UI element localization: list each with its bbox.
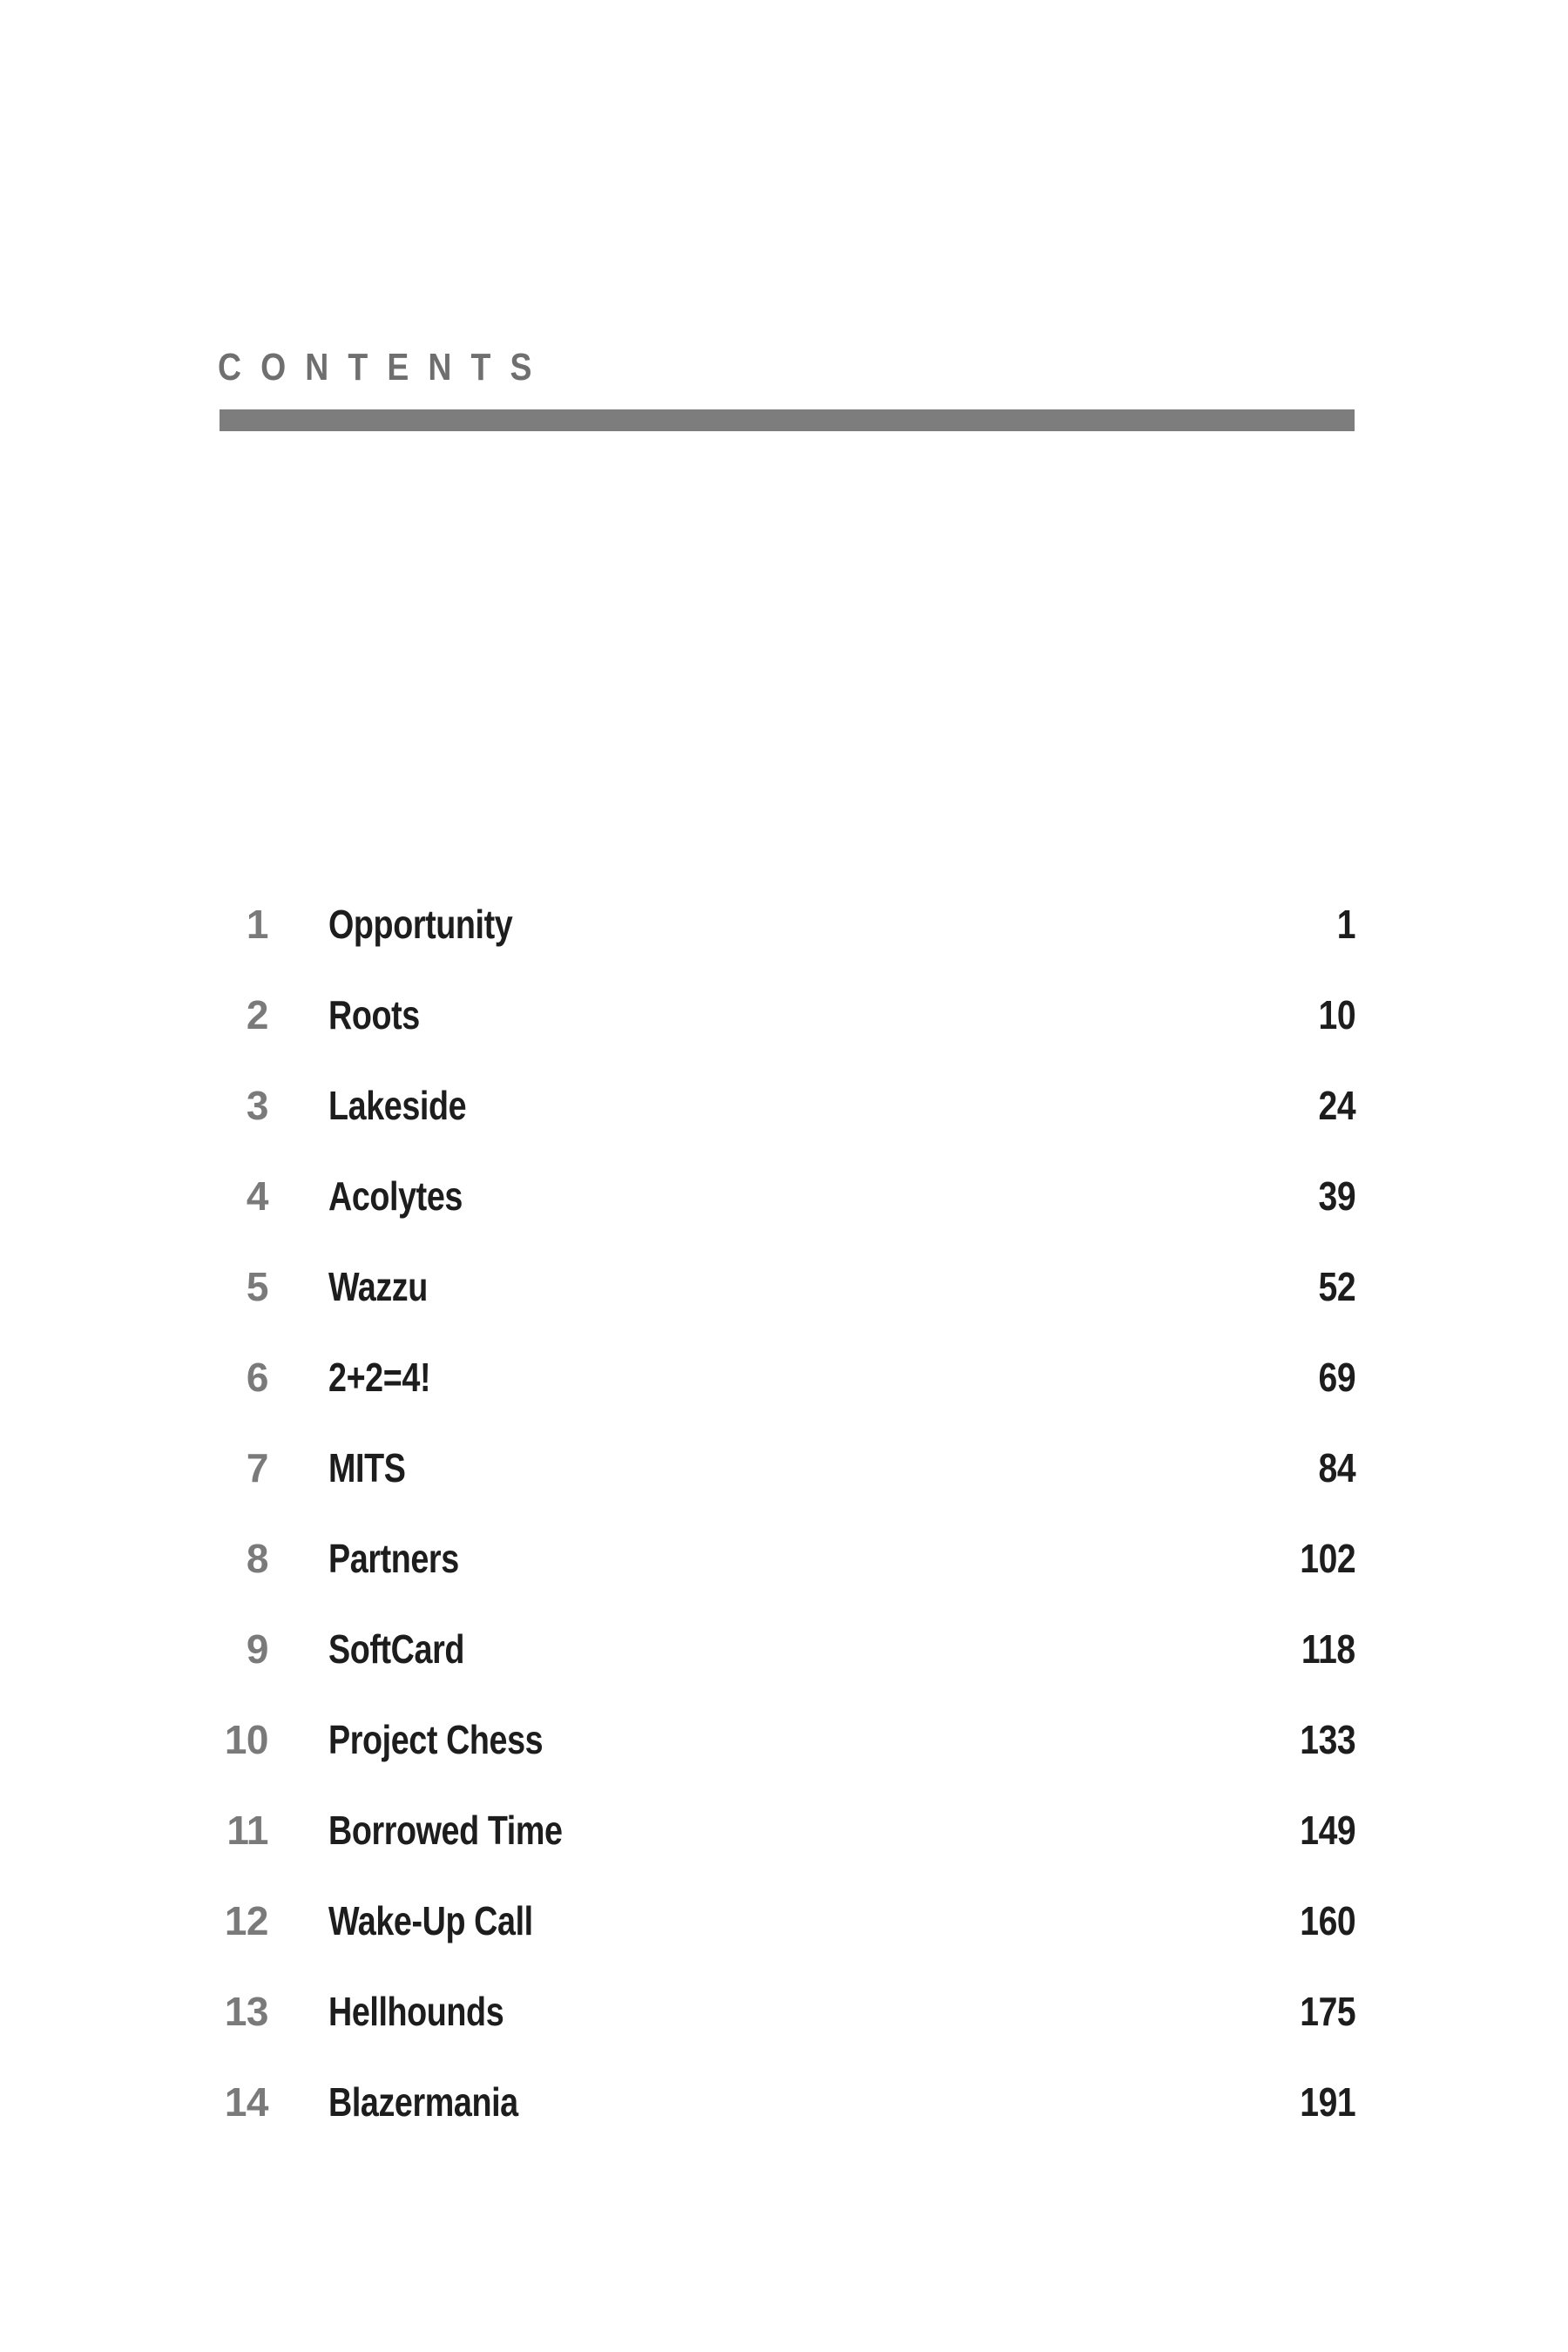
chapter-title: SoftCard — [328, 1626, 464, 1672]
chapter-title: Hellhounds — [328, 1989, 504, 2034]
toc-row[interactable] — [218, 1803, 1355, 1894]
chapter-title: Wake-Up Call — [328, 1898, 533, 1943]
chapter-page: 175 — [1300, 1989, 1355, 2034]
toc-row[interactable] — [218, 1260, 1355, 1350]
chapter-page: 1 — [1336, 902, 1355, 947]
chapter-title: Blazermania — [328, 2079, 518, 2125]
chapter-title: MITS — [328, 1445, 406, 1490]
toc-row[interactable] — [218, 1441, 1355, 1531]
chapter-page: 52 — [1318, 1264, 1355, 1309]
chapter-page: 69 — [1318, 1355, 1355, 1400]
chapter-number: 11 — [226, 1808, 268, 1853]
chapter-number: 6 — [246, 1355, 268, 1400]
chapter-title: Project Chess — [328, 1717, 544, 1762]
page-title: CONTENTS — [218, 346, 551, 389]
toc-row[interactable] — [218, 1078, 1355, 1169]
chapter-title: Opportunity — [328, 902, 513, 947]
chapter-number: 8 — [246, 1536, 268, 1581]
chapter-page: 102 — [1300, 1536, 1355, 1581]
chapter-title: Acolytes — [328, 1173, 463, 1219]
toc-row[interactable] — [218, 1169, 1355, 1260]
chapter-number: 12 — [224, 1898, 268, 1943]
chapter-page: 149 — [1300, 1808, 1355, 1853]
chapter-number: 4 — [246, 1173, 268, 1219]
chapter-title: 2+2=4! — [328, 1355, 431, 1400]
toc-row[interactable] — [218, 988, 1355, 1078]
chapter-page: 118 — [1301, 1626, 1355, 1672]
chapter-title: Partners — [328, 1536, 459, 1581]
chapter-page: 39 — [1318, 1173, 1355, 1219]
chapter-page: 191 — [1300, 2079, 1355, 2125]
chapter-number: 5 — [246, 1264, 268, 1309]
toc-row[interactable] — [218, 1984, 1355, 2075]
chapter-number: 9 — [246, 1626, 268, 1672]
heading-rule — [220, 409, 1355, 431]
chapter-number: 13 — [224, 1989, 268, 2034]
chapter-title: Lakeside — [328, 1083, 467, 1128]
toc-row[interactable] — [218, 1531, 1355, 1622]
chapter-page: 24 — [1318, 1083, 1355, 1128]
toc-row[interactable] — [218, 1894, 1355, 1984]
chapter-title: Borrowed Time — [328, 1808, 563, 1853]
chapter-number: 1 — [246, 902, 268, 947]
chapter-page: 160 — [1300, 1898, 1355, 1943]
chapter-number: 10 — [224, 1717, 268, 1762]
chapter-number: 14 — [224, 2079, 268, 2125]
toc-row[interactable] — [218, 897, 1355, 988]
toc-row[interactable] — [218, 2075, 1355, 2166]
chapter-title: Wazzu — [328, 1264, 428, 1309]
chapter-page: 84 — [1318, 1445, 1355, 1490]
toc-row[interactable] — [218, 1713, 1355, 1803]
chapter-number: 2 — [246, 992, 268, 1037]
toc-row[interactable] — [218, 1622, 1355, 1713]
chapter-title: Roots — [328, 992, 420, 1037]
chapter-number: 3 — [246, 1083, 268, 1128]
chapter-number: 7 — [246, 1445, 268, 1490]
chapter-page: 133 — [1300, 1717, 1355, 1762]
table-of-contents — [218, 897, 1355, 2166]
toc-row[interactable] — [218, 1350, 1355, 1441]
chapter-page: 10 — [1318, 992, 1355, 1037]
